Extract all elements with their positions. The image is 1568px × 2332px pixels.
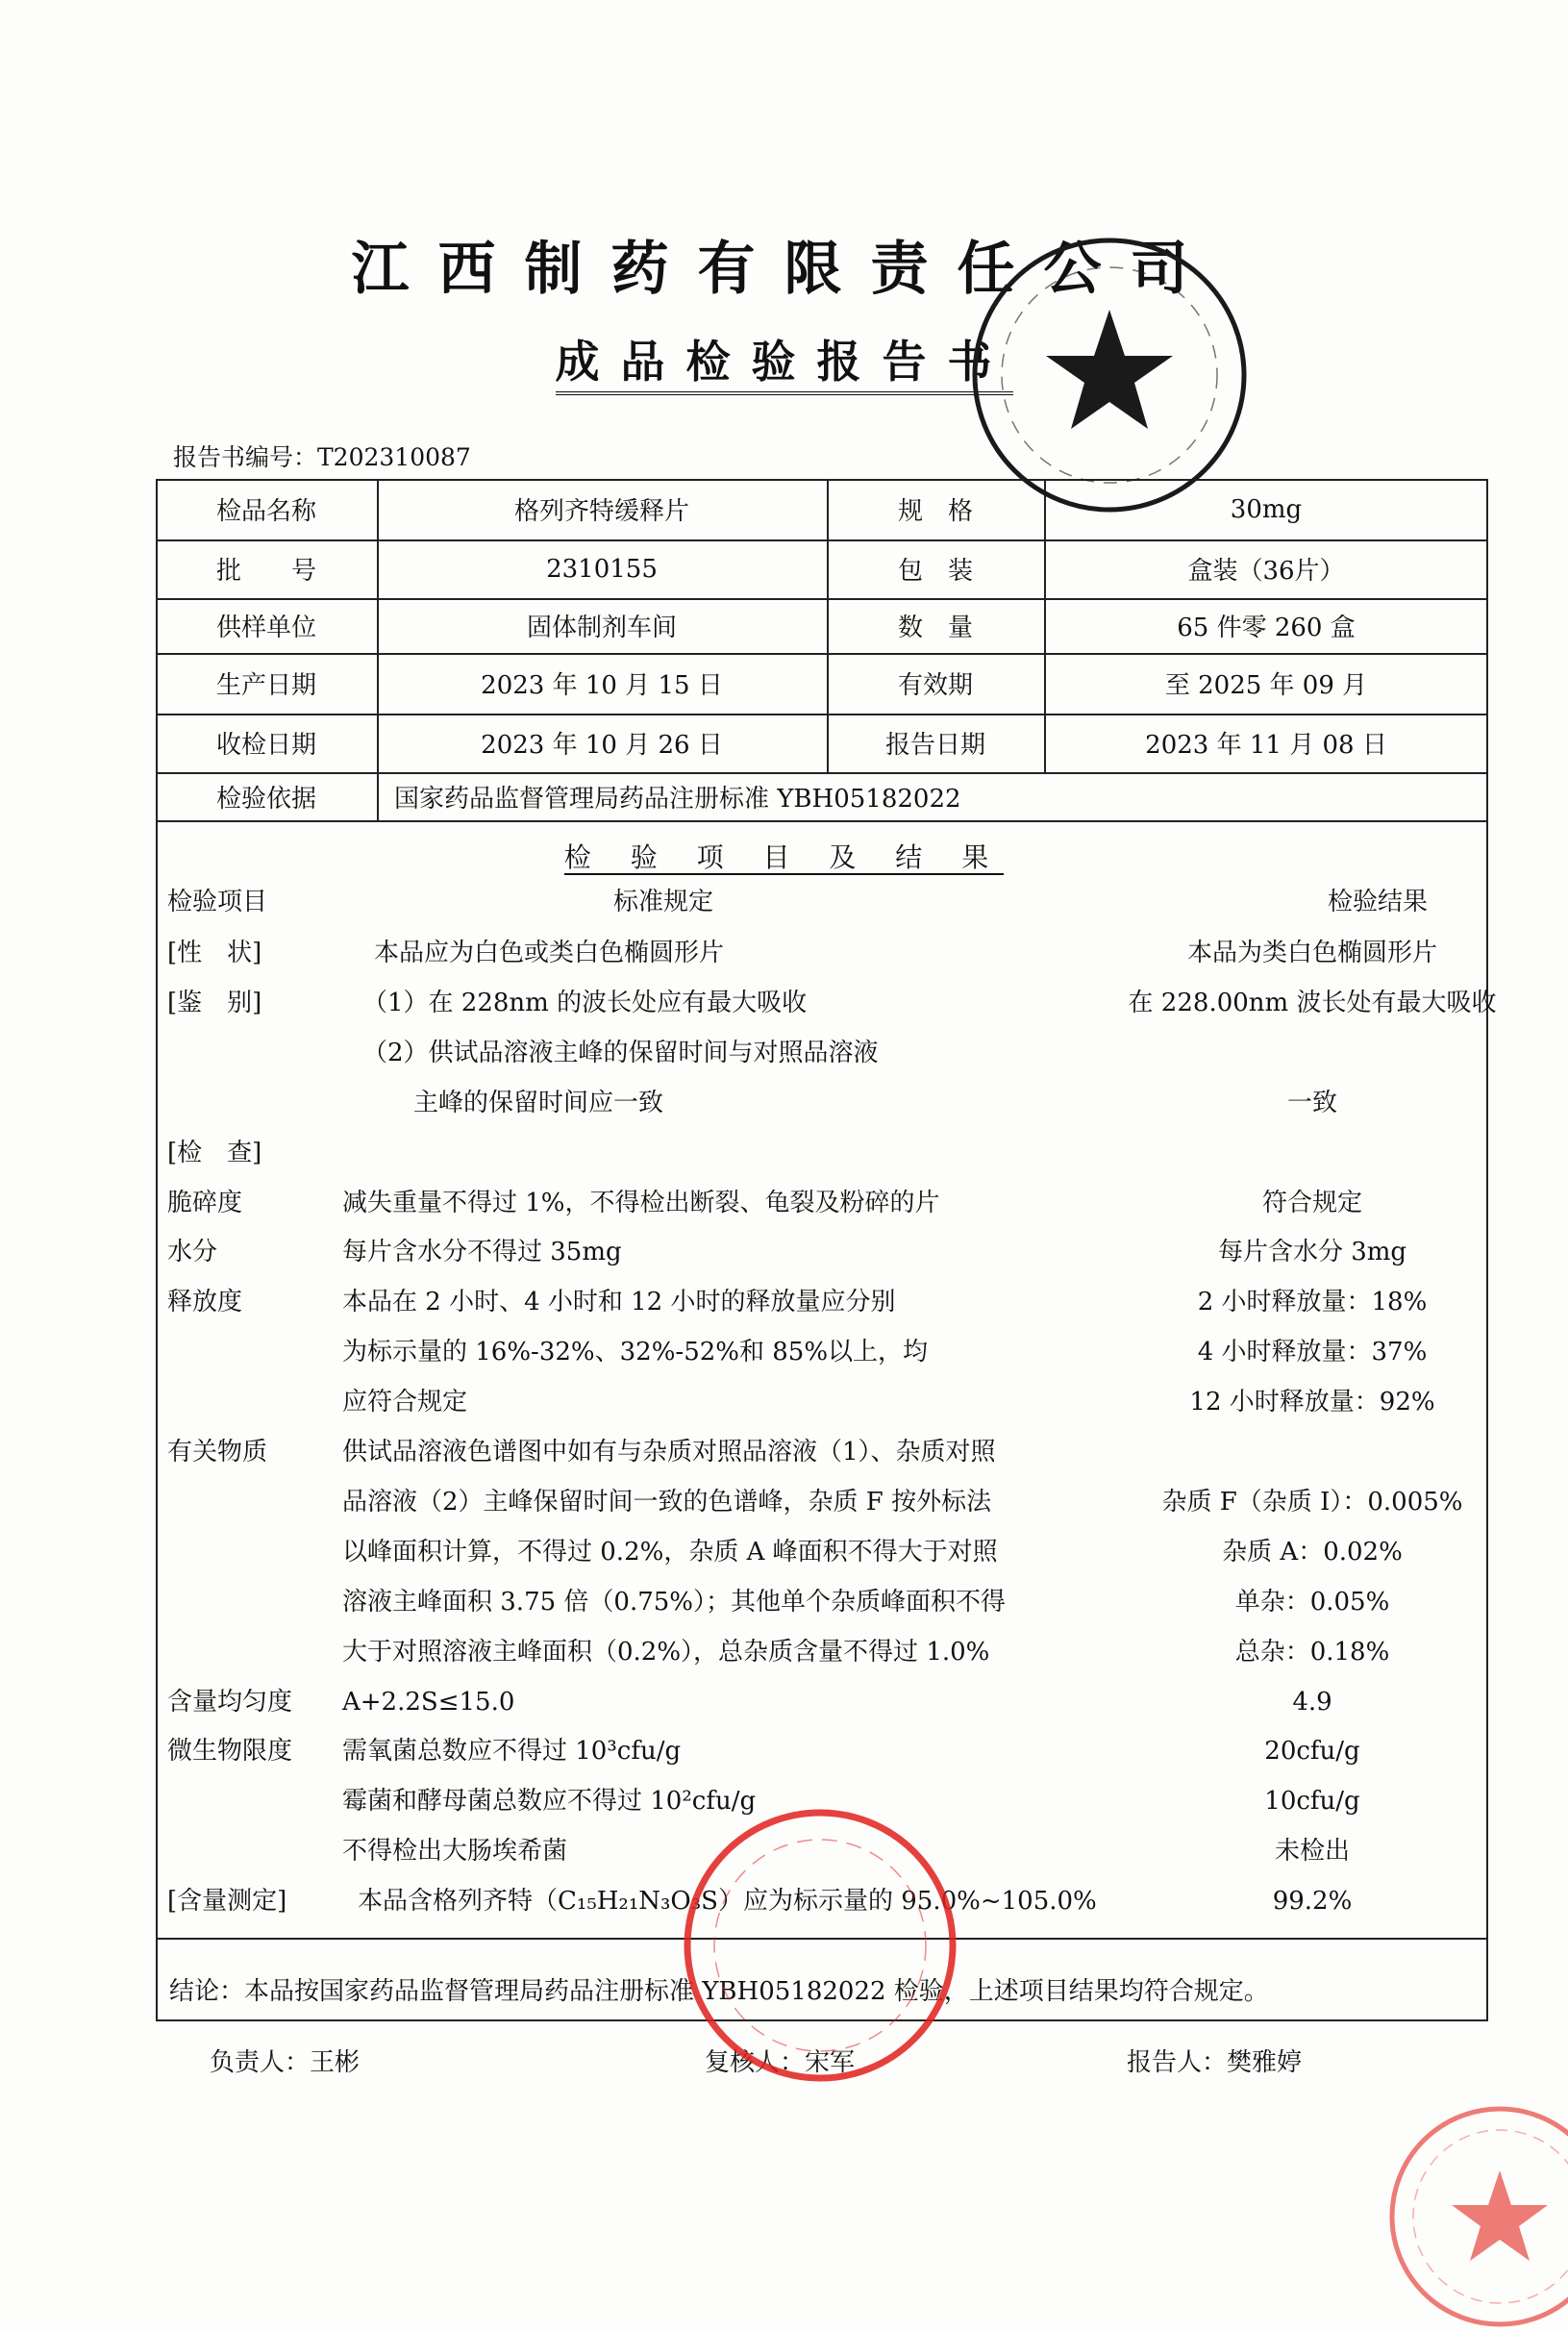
result-standard: （2）供试品溶液主峰的保留时间与对照品溶液	[362, 1038, 879, 1067]
result-item: 微生物限度	[167, 1737, 293, 1767]
info-value: 盒装（36片）	[1187, 557, 1345, 586]
results-header-item: 检验项目	[167, 888, 268, 916]
info-value: 固体制剂车间	[526, 614, 677, 642]
result-value: 本品为类白色椭圆形片	[1186, 939, 1437, 967]
info-value: 30mg	[1230, 494, 1303, 524]
document-title	[0, 327, 1568, 390]
result-value: 符合规定	[1261, 1188, 1362, 1217]
info-value: 至 2025 年 09 月	[1164, 671, 1368, 700]
result-standard: 以峰面积计算，不得过 0.2%，杂质 A 峰面积不得大于对照	[342, 1537, 998, 1567]
info-label: 有效期	[897, 671, 973, 700]
result-item: [性 状]	[167, 939, 262, 967]
result-standard: 本品应为白色或类白色椭圆形片	[374, 939, 725, 967]
document-title-text: 成品检验报告书	[556, 336, 1013, 395]
result-item: [含量测定]	[167, 1887, 287, 1917]
result-standard: 减失重量不得过 1%，不得检出断裂、龟裂及粉碎的片	[342, 1188, 940, 1217]
info-label: 生产日期	[215, 671, 316, 700]
result-value: 单杂：0.05%	[1234, 1587, 1390, 1617]
result-item: 水分	[167, 1238, 218, 1267]
info-label: 检品名称	[215, 497, 316, 526]
result-value: 杂质 A：0.02%	[1222, 1537, 1403, 1567]
report-number: 报告书编号：T202310087	[173, 443, 471, 471]
result-standard: 主峰的保留时间应一致	[413, 1088, 664, 1117]
result-value: 一致	[1286, 1088, 1337, 1117]
corner-stamp	[1384, 2101, 1568, 2332]
result-standard: 供试品溶液色谱图中如有与杂质对照品溶液（1）、杂质对照	[342, 1438, 996, 1467]
info-label: 批 号	[215, 557, 316, 586]
result-item: 脆碎度	[167, 1188, 243, 1217]
result-standard: 不得检出大肠埃希菌	[342, 1837, 568, 1867]
result-standard: 大于对照溶液主峰面积（0.2%），总杂质含量不得过 1.0%	[342, 1637, 990, 1667]
section-title	[0, 837, 1568, 875]
result-standard: A+2.2S≤15.0	[342, 1687, 515, 1717]
star-icon	[1452, 2170, 1548, 2261]
result-value: 4 小时释放量：37%	[1197, 1338, 1428, 1367]
info-label: 包 装	[897, 557, 973, 586]
result-standard: 品溶液（2）主峰保留时间一致的色谱峰，杂质 F 按外标法	[342, 1487, 992, 1517]
result-value: 杂质 F（杂质 I）：0.005%	[1161, 1487, 1463, 1517]
result-standard: 本品在 2 小时、4 小时和 12 小时的释放量应分别	[342, 1288, 896, 1317]
info-value: 2023 年 11 月 08 日	[1145, 731, 1387, 760]
result-value: 每片含水分 3mg	[1217, 1238, 1407, 1267]
result-standard: 霉菌和酵母菌总数应不得过 10²cfu/g	[342, 1787, 757, 1817]
result-standard: 应符合规定	[342, 1388, 468, 1417]
result-standard: 为标示量的 16%-32%、32%-52%和 85%以上，均	[342, 1338, 929, 1367]
company-name: 江西制药有限责任公司	[351, 236, 1217, 303]
results-header-result: 检验结果	[1327, 888, 1428, 916]
result-value: 4.9	[1292, 1687, 1332, 1717]
basis-label: 检验依据	[215, 784, 316, 814]
result-standard: 本品含格列齐特（C₁₅H₂₁N₃O₃S）应为标示量的 95.0%~105.0%	[358, 1887, 1097, 1917]
result-value: 未检出	[1274, 1837, 1350, 1867]
result-standard: 需氧菌总数应不得过 10³cfu/g	[342, 1737, 682, 1767]
results-header-standard: 标准规定	[612, 888, 713, 916]
basis-value: 国家药品监督管理局药品注册标准 YBH05182022	[394, 784, 961, 814]
info-label: 规 格	[897, 497, 973, 526]
info-value: 2023 年 10 月 15 日	[481, 671, 723, 700]
conclusion-divider	[156, 1938, 1488, 1940]
result-item: [鉴 别]	[167, 988, 262, 1017]
result-value: 99.2%	[1272, 1887, 1353, 1917]
result-value: 20cfu/g	[1264, 1737, 1360, 1767]
result-value: 在 228.00nm 波长处有最大吸收	[1128, 988, 1497, 1017]
signature-reviewer: 复核人：宋军	[705, 2048, 856, 2077]
result-standard: 溶液主峰面积 3.75 倍（0.75%）；其他单个杂质峰面积不得	[342, 1587, 1007, 1617]
table-divider	[156, 820, 1488, 822]
info-value: 格列齐特缓释片	[513, 497, 689, 526]
info-label: 报告日期	[884, 731, 985, 760]
result-standard: （1）在 228nm 的波长处应有最大吸收	[362, 988, 808, 1017]
info-label: 收检日期	[215, 731, 316, 760]
conclusion: 结论：本品按国家药品监督管理局药品注册标准 YBH05182022 检验，上述项目结果均符合规定。	[169, 1977, 1269, 2006]
result-item: 有关物质	[167, 1438, 268, 1467]
info-label: 供样单位	[215, 614, 316, 642]
info-value: 2310155	[546, 554, 658, 584]
result-value: 10cfu/g	[1264, 1787, 1360, 1817]
result-item: [检 查]	[167, 1138, 262, 1167]
result-item: 含量均匀度	[167, 1687, 293, 1717]
signature-responsible: 负责人：王彬	[210, 2048, 361, 2077]
result-value: 12 小时释放量：92%	[1189, 1388, 1435, 1417]
section-title-text: 检 验 项 目 及 结 果	[563, 841, 1005, 873]
result-standard: 每片含水分不得过 35mg	[342, 1238, 622, 1267]
info-value: 2023 年 10 月 26 日	[481, 731, 723, 760]
signature-reporter: 报告人：樊雅婷	[1127, 2048, 1303, 2077]
info-label: 数 量	[897, 614, 973, 642]
result-value: 2 小时释放量：18%	[1197, 1288, 1428, 1317]
result-item: 释放度	[167, 1288, 243, 1317]
result-value: 总杂：0.18%	[1234, 1637, 1390, 1667]
info-value: 65 件零 260 盒	[1177, 614, 1356, 642]
